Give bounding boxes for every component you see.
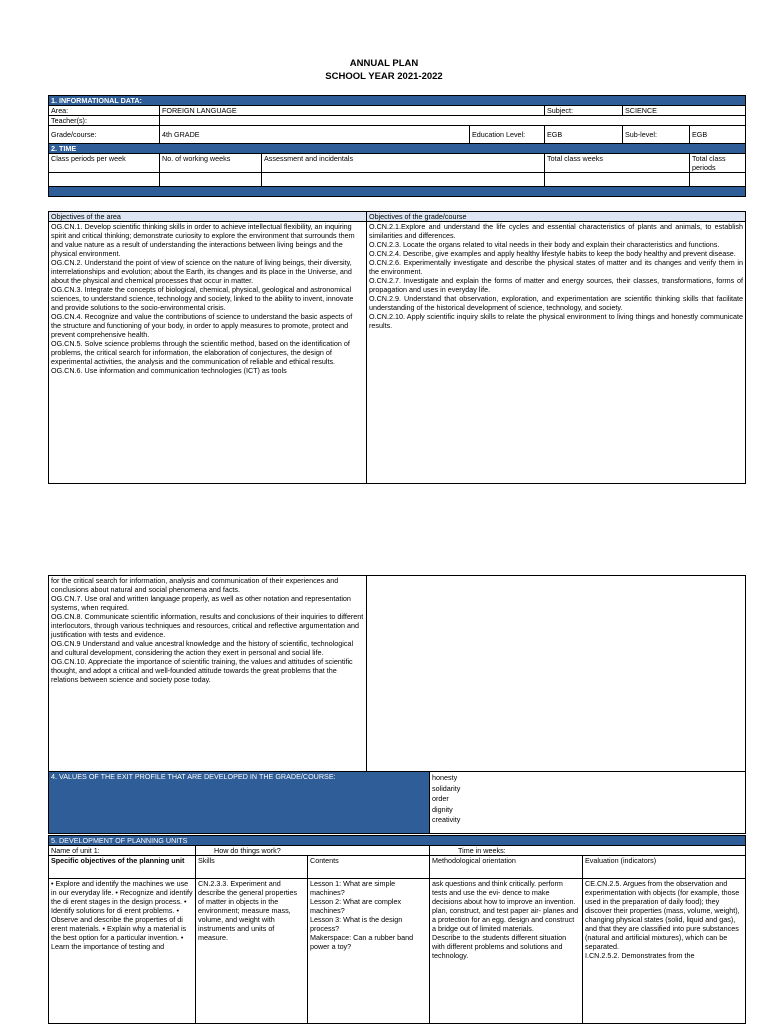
grade-label: Grade/course:	[49, 126, 160, 144]
planning-table	[48, 835, 746, 1024]
section-objectives-bar	[49, 187, 746, 197]
col-objectives: Specific objectives of the planning unit	[49, 856, 196, 879]
teacher-value	[160, 116, 746, 126]
document-title: ANNUAL PLAN	[349, 58, 419, 69]
unit-value: How do things work?	[196, 846, 430, 856]
method-cell: ask questions and think critically. perform tests and use the evi- dence to make decisions about how to improve an invention. plan, construct, and test paper air- planes and a protection for an egg. design and construct a bridge out of limited materials. Describe to the students different situation with different problems and solutions and technology.	[430, 879, 583, 1024]
area-value: FOREIGN LANGUAGE	[160, 106, 545, 116]
col-method: Methodological orientation	[430, 856, 583, 879]
time-header: Assessment and incidentals	[262, 154, 545, 173]
plan-table-top	[48, 95, 746, 197]
area-objectives-text-continued: for the critical search for information, analysis and communication of their experiences and conclusions about natural and social phenomena and facts. OG.CN.7. Use oral and written language properly, as well as other notation and representation systems, when required. OG.CN.8. Communicate scientific information, results and conclusions of their inquiries to different interlocutors, through various techniques and resources, critical and reflective argumentation and justification with tests and evidence. OG.CN.9 Understand and value ancestral knowledge and the history of scientific, technological and cultural development, considering the action they exert in personal and social life. OG.CN.10. Appreciate the importance of scientific training, the values and attitudes of scientific thought, and adopt a critical and well-founded attitude towards the great problems that the relations between science and society pose today.	[49, 576, 367, 772]
area-objectives-header: Objectives of the area	[49, 212, 367, 222]
level-value: EGB	[545, 126, 623, 144]
objectives-cell: • Explore and identify the machines we use in our everyday life. • Recognize and identify the di erent stages in the design process. • Identify solutions for di erent problems. • Observe and describe the properties of di erent materials. • Explain why a material is the best option for a particular invention. • Learn the importance of testing and	[49, 879, 196, 1024]
sublevel-label: Sub-level:	[623, 126, 690, 144]
subject-label: Subject:	[545, 106, 623, 116]
time-header: Total class weeks	[545, 154, 690, 173]
school-year: SCHOOL YEAR 2021-2022	[325, 71, 443, 82]
level-label: Education Level:	[470, 126, 545, 144]
grade-objectives-empty	[367, 576, 746, 772]
time-cell	[545, 173, 690, 187]
col-skills: Skills	[196, 856, 308, 879]
section-time: 2. TIME	[49, 144, 746, 154]
section-informational: 1. INFORMATIONAL DATA:	[49, 96, 746, 106]
area-objectives-text: OG.CN.1. Develop scientific thinking skills in order to achieve intellectual flexibility, an inquiring spirit and critical thinking; demonstrate curiosity to explore the environment that surrounds them and value nature as a result of understanding the interactions between living beings and the physical environment. OG.CN.2. Understand the point of view of science on the nature of living beings, their diversity, interrelationships and evolution; about the Earth, its changes and its place in the Universe, and about the physical and chemical processes that occur in matter. OG.CN.3. Integrate the concepts of biological, chemical, physical, geological and astronomical sciences, to understand science, technology and society, linked to the ability to invent, innovate and provide solutions to the socio-environmental crisis. OG.CN.4. Recognize and value the contributions of science to understand the basic aspects of the structure and functioning of your body, in order to apply measures to promote, protect and prevent comprehensive health. OG.CN.5. Solve science problems through the scientific method, based on the identification of problems, the critical search for information, the elaboration of conjectures, the design of experimental activities, the analysis and the communication of reliable and ethical results. OG.CN.6. Use information and communication technologies (ICT) as tools	[49, 222, 367, 484]
teacher-label: Teacher(s):	[49, 116, 160, 126]
value-item: order	[432, 794, 449, 804]
time-header: Class periods per week	[49, 154, 160, 173]
contents-cell: Lesson 1: What are simple machines? Lesson 2: What are complex machines? Lesson 3: What is the design process? Makerspace: Can a rubber band power a toy?	[308, 879, 430, 1024]
value-item: dignity	[432, 804, 453, 814]
objectives-table	[48, 211, 746, 484]
unit-label: Name of unit 1:	[49, 846, 196, 856]
time-header: No. of working weeks	[160, 154, 262, 173]
values-table	[48, 771, 746, 834]
time-cell	[49, 173, 160, 187]
col-contents: Contents	[308, 856, 430, 879]
grade-objectives-header: Objectives of the grade/course	[367, 212, 746, 222]
time-cell	[160, 173, 262, 187]
time-cell	[690, 173, 746, 187]
value-item: honesty	[432, 773, 458, 782]
eval-cell: CE.CN.2.5. Argues from the observation and experimentation with objects (for example, those used in the preparation of daily food); they discover their properties (mass, volume, weight), changing physical states (solid, liquid and gas), and that they are classified into pure substances (natural and artificial mixtures), which can be separated. I.CN.2.5.2. Demonstrates from the	[583, 879, 746, 1024]
time-cell	[262, 173, 545, 187]
grade-objectives-text: O.CN.2.1.Explore and understand the life cycles and essential characteristics of plants and animals, to establish similarities and differences. O.CN.2.3. Locate the organs related to vital needs in their body and explain their characteristics and functions. O.CN.2.4. Describe, give examples and apply healthy lifestyle habits to keep the body healthy and prevent disease. O.CN.2.6. Experimentally investigate and describe the physical states of matter and its changes and verify them in the environment. O.CN.2.7. Investigate and explain the forms of matter and energy sources, their classes, transformations, forms of propagation and uses in everyday life. O.CN.2.9. Understand that observation, exploration, and experimentation are scientific thinking skills that facilitate understanding of the historical development of science, technology, and society. O.CN.2.10. Apply scientific inquiry skills to relate the physical environment to living things and honestly communicate results.	[367, 222, 746, 484]
time-header: Total class periods	[690, 154, 746, 173]
area-label: Area:	[49, 106, 160, 116]
values-list	[430, 772, 746, 834]
subject-value: SCIENCE	[623, 106, 746, 116]
value-item: solidarity	[432, 783, 461, 793]
objectives-table-continued	[48, 575, 746, 772]
time-in-weeks-label: Time in weeks:	[430, 846, 746, 856]
values-header: 4. VALUES OF THE EXIT PROFILE THAT ARE DEVELOPED IN THE GRADE/COURSE:	[49, 772, 430, 834]
value-item: creativity	[432, 815, 461, 825]
skills-cell: CN.2.3.3. Experiment and describe the general properties of matter in objects in the environment; measure mass, volume, and weight with instruments and units of measure.	[196, 879, 308, 1024]
section-planning: 5. DEVELOPMENT OF PLANNING UNITS	[49, 836, 746, 846]
col-eval: Evaluation (indicators)	[583, 856, 746, 879]
grade-value: 4th GRADE	[160, 126, 470, 144]
sublevel-value: EGB	[690, 126, 746, 144]
